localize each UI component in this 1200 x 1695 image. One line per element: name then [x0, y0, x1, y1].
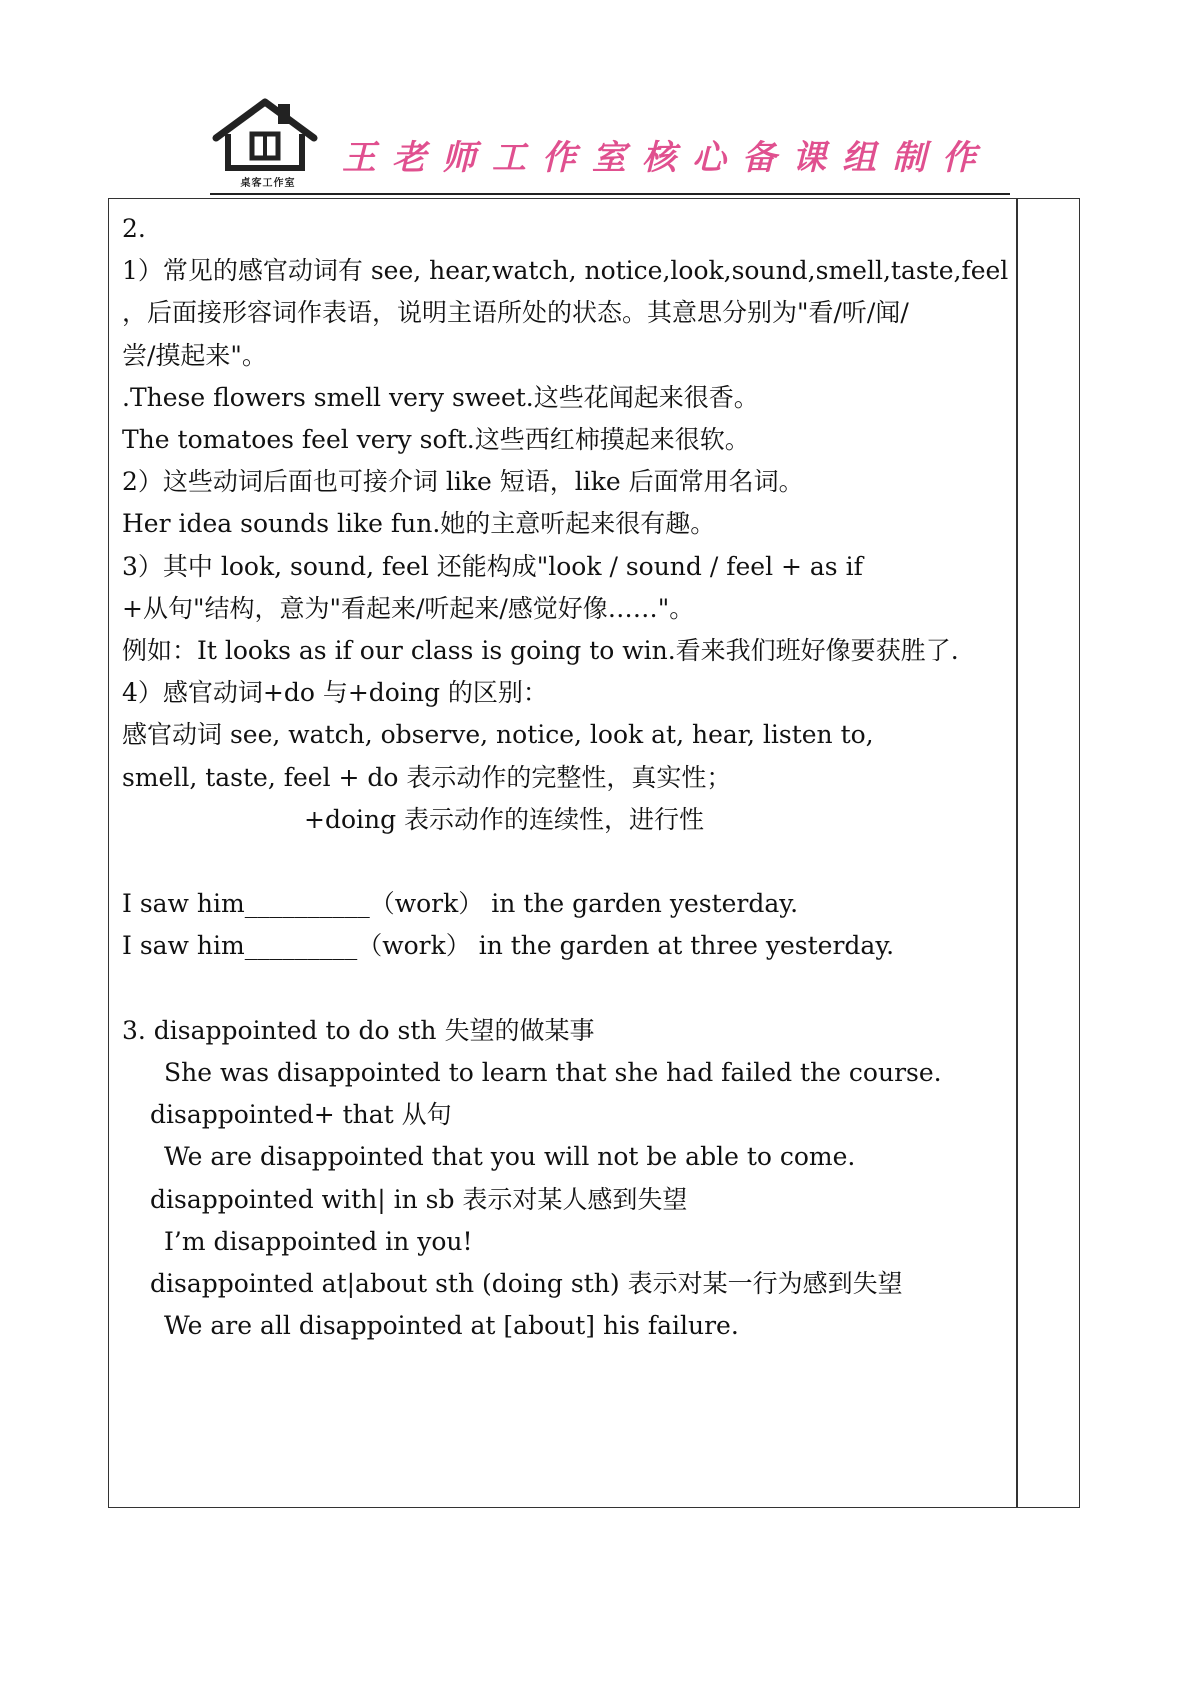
section-3-heading: 3. disappointed to do sth 失望的做某事 [122, 1015, 595, 1045]
spacer [122, 841, 1012, 883]
header-rule [210, 193, 1010, 195]
usage-line: disappointed+ that 从句 [150, 1100, 452, 1130]
page-header [210, 96, 1010, 196]
section-2-heading: 2. [122, 214, 146, 243]
text-line: 1）常见的感官动词有 see, hear,watch, notice,look,sound,smell,taste,feel [122, 256, 1009, 286]
text-line: 4）感官动词+do 与+doing 的区别： [122, 678, 548, 708]
text-line: 3）其中 look, sound, feel 还能构成"look / sound / feel + as if [122, 551, 863, 581]
text-line: smell, taste, feel + do 表示动作的完整性，真实性； [122, 762, 732, 792]
spacer [122, 968, 1012, 1010]
example-sentence: We are disappointed that you will not be able to come. [164, 1142, 856, 1172]
studio-title: 王老师工作室核心备课组制作 [342, 138, 992, 178]
example-sentence: Her idea sounds like fun.她的主意听起来很有趣。 [122, 509, 716, 539]
usage-line: disappointed with| in sb 表示对某人感到失望 [150, 1184, 688, 1214]
example-sentence: I’m disappointed in you! [164, 1226, 473, 1256]
example-sentence: We are all disappointed at [about] his failure. [164, 1311, 739, 1341]
example-sentence: 例如：It looks as if our class is going to win.看来我们班好像要获胜了. [122, 636, 959, 666]
example-sentence: The tomatoes feel very soft.这些西红柿摸起来很软。 [122, 425, 750, 455]
usage-line: disappointed at|about sth (doing sth) 表示对某一行为感到失望 [150, 1269, 903, 1299]
document-body [122, 208, 1012, 1347]
text-line: 尝/摸起来"。 [122, 340, 267, 370]
text-line: +doing 表示动作的连续性，进行性 [304, 804, 705, 834]
text-line: 2）这些动词后面也可接介词 like 短语，like 后面常用名词。 [122, 467, 804, 497]
exercise-line: I saw him__________（work） in the garden yesterday. [122, 889, 799, 919]
text-line: 感官动词 see, watch, observe, notice, look at, hear, listen to, [122, 720, 874, 750]
exercise-line: I saw him_________（work） in the garden at three yesterday. [122, 931, 895, 961]
text-line: +从句"结构，意为"看起来/听起来/感觉好像……"。 [122, 593, 695, 623]
frame-column-divider [1016, 198, 1018, 1508]
example-sentence: .These flowers smell very sweet.这些花闻起来很香。 [122, 382, 759, 412]
logo-caption: 桌客工作室 [240, 178, 296, 189]
example-sentence: She was disappointed to learn that she had failed the course. [164, 1058, 942, 1088]
text-line: ，后面接形容词作表语，说明主语所处的状态。其意思分别为"看/听/闻/ [122, 298, 909, 328]
